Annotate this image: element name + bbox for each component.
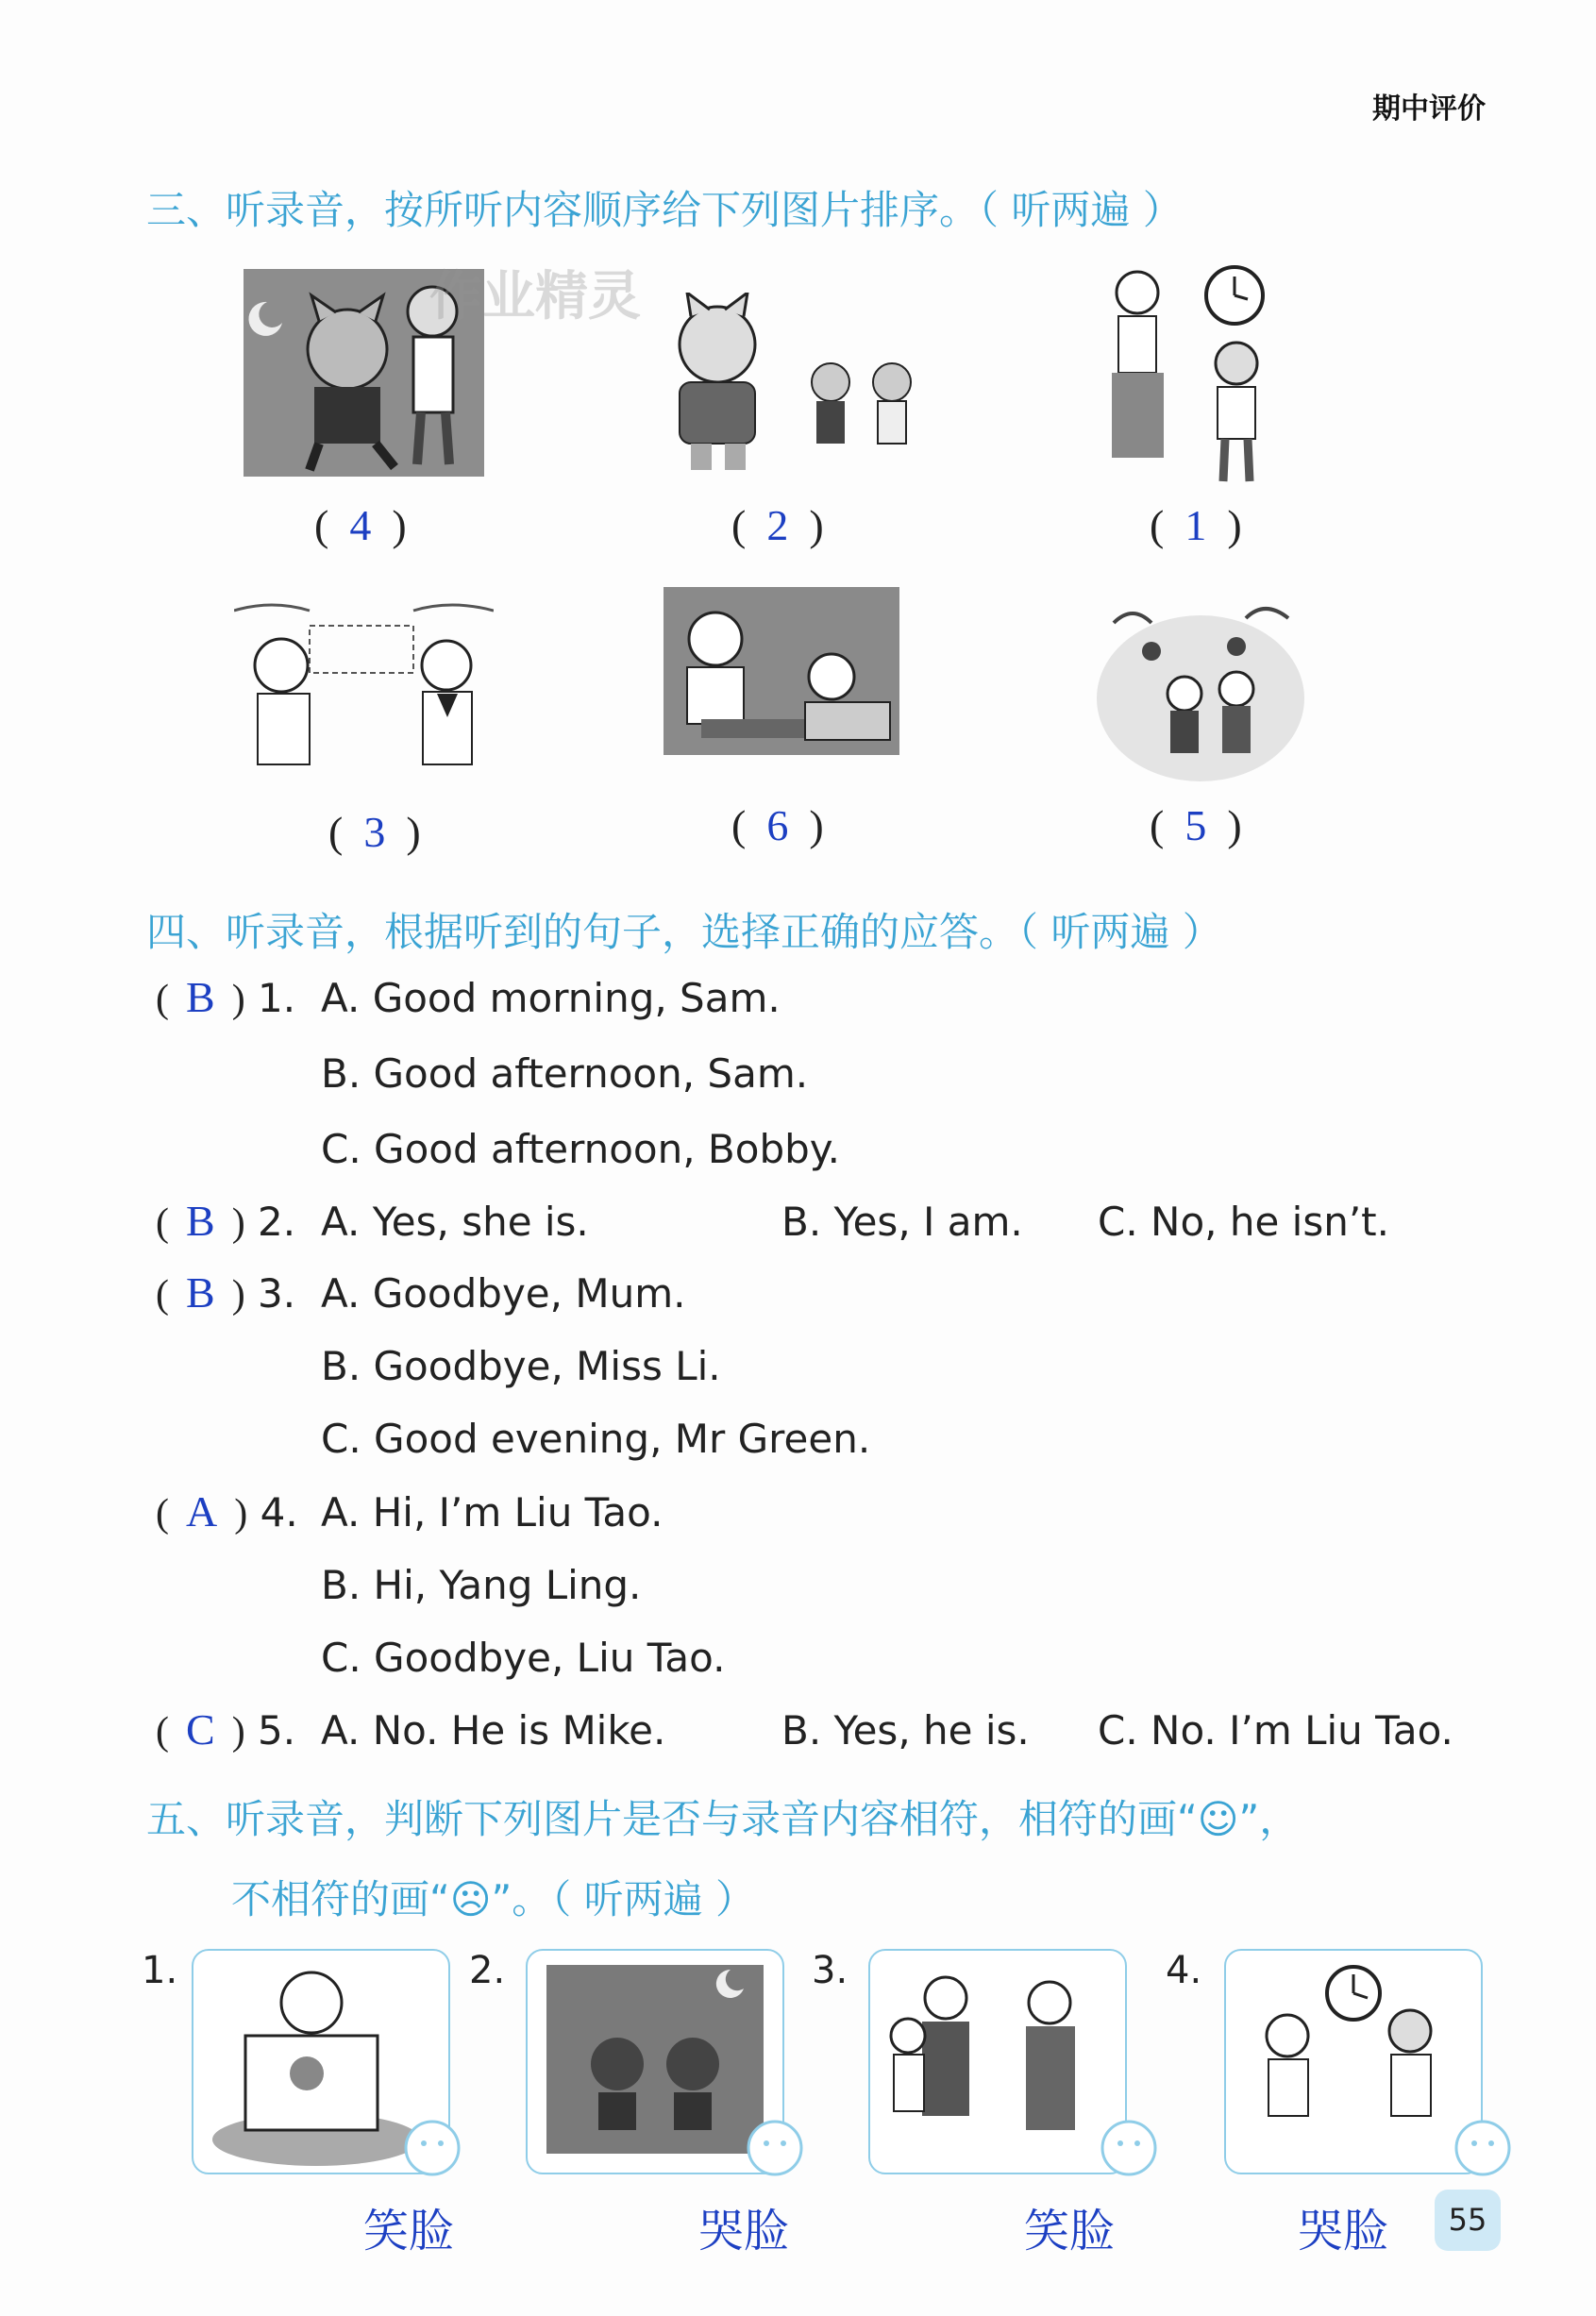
answer-slot-4: ( 3 ) <box>328 808 421 856</box>
question-1-answer: B <box>186 973 215 1021</box>
question-2-option-b: B. Yes, I am. <box>781 1199 1023 1245</box>
smiley-face-icon <box>746 2119 804 2177</box>
question-1-option-c: C. Good afternoon, Bobby. <box>321 1126 840 1172</box>
section3-title: 三、听录音，按所听内容顺序给下列图片排序。（ 听两遍 ） <box>146 187 1183 233</box>
answer-value: 2 <box>766 501 789 549</box>
answer-slot-3: ( 1 ) <box>1150 501 1242 549</box>
question-3-number: 3. <box>258 1270 296 1317</box>
item-4-picture-box <box>1224 1949 1483 2174</box>
section5-title-line1: 五、听录音，判断下列图片是否与录音内容相符，相符的画“☺”， <box>146 1796 1300 1842</box>
question-3-option-c: C. Good evening, Mr Green. <box>321 1416 871 1462</box>
answer-slot-2: ( 2 ) <box>731 501 824 549</box>
question-1-row: ( B ) 1. <box>156 973 296 1021</box>
answer-slot-6: ( 5 ) <box>1150 801 1242 849</box>
answer-value: 5 <box>1184 801 1207 849</box>
picture-boy-girl-greeting <box>234 599 494 769</box>
question-1-option-b: B. Good afternoon, Sam. <box>321 1050 809 1097</box>
question-5-option-b: B. Yes, he is. <box>781 1707 1030 1754</box>
item-4-answer: 哭脸 <box>1298 2205 1389 2257</box>
page-number: 55 <box>1435 2190 1501 2251</box>
question-2-option-c: C. No, he isn’t. <box>1098 1199 1389 1245</box>
question-5-row: ( C ) 5. <box>156 1705 296 1754</box>
picture-park-boys <box>1095 595 1307 783</box>
question-4-number: 4. <box>260 1489 298 1536</box>
question-3-answer: B <box>186 1268 215 1317</box>
section4-title: 四、听录音，根据听到的句子，选择正确的应答。（ 听两遍 ） <box>146 909 1222 955</box>
item-4-number: 4. <box>1166 1949 1202 1992</box>
question-3-option-b: B. Goodbye, Miss Li. <box>321 1343 721 1389</box>
question-4-answer: A <box>186 1487 218 1536</box>
picture-mice-night <box>528 1951 782 2173</box>
item-1-number: 1. <box>142 1949 178 1992</box>
item-2-number: 2. <box>469 1949 506 1992</box>
picture-cat-mice <box>642 293 930 477</box>
question-5-number: 5. <box>258 1707 296 1754</box>
answer-slot-5: ( 6 ) <box>731 801 824 849</box>
picture-boys-clock <box>1226 1951 1481 2173</box>
answer-value: 4 <box>349 501 372 549</box>
item-1-answer: 笑脸 <box>363 2205 455 2257</box>
picture-family-teacher <box>870 1951 1125 2173</box>
page-header-title: 期中评价 <box>1372 92 1486 126</box>
question-4-option-b: B. Hi, Yang Ling. <box>321 1562 642 1608</box>
item-3-answer: 笑脸 <box>1024 2205 1116 2257</box>
item-2-answer: 哭脸 <box>698 2205 790 2257</box>
picture-teacher-clock <box>1095 260 1293 486</box>
question-1-number: 1. <box>258 975 296 1021</box>
question-5-option-c: C. No. I’m Liu Tao. <box>1098 1707 1453 1754</box>
question-2-row: ( B ) 2. <box>156 1197 296 1245</box>
item-3-picture-box <box>868 1949 1127 2174</box>
answer-slot-1: ( 4 ) <box>314 501 407 549</box>
smiley-face-icon <box>1453 2119 1512 2177</box>
question-2-option-a: A. Yes, she is. <box>321 1199 589 1245</box>
watermark: 作业精灵 <box>429 266 641 327</box>
question-2-number: 2. <box>258 1199 296 1245</box>
smiley-face-icon <box>1100 2119 1158 2177</box>
question-3-row: ( B ) 3. <box>156 1268 296 1317</box>
answer-value: 3 <box>363 808 386 856</box>
question-4-option-c: C. Goodbye, Liu Tao. <box>321 1635 726 1681</box>
question-5-answer: C <box>186 1705 215 1754</box>
question-4-row: ( A ) 4. <box>156 1487 298 1536</box>
section5-title-line2: 不相符的画“☹”。（ 听两遍 ） <box>231 1876 756 1922</box>
question-3-option-a: A. Goodbye, Mum. <box>321 1270 686 1317</box>
question-4-option-a: A. Hi, I’m Liu Tao. <box>321 1489 664 1536</box>
question-1-option-a: A. Good morning, Sam. <box>321 975 781 1021</box>
picture-classroom <box>664 587 899 755</box>
answer-value: 1 <box>1184 501 1207 549</box>
item-3-number: 3. <box>812 1949 848 1992</box>
answer-value: 6 <box>766 801 789 849</box>
smiley-face-icon <box>403 2119 462 2177</box>
question-2-answer: B <box>186 1197 215 1245</box>
question-5-option-a: A. No. He is Mike. <box>321 1707 666 1754</box>
